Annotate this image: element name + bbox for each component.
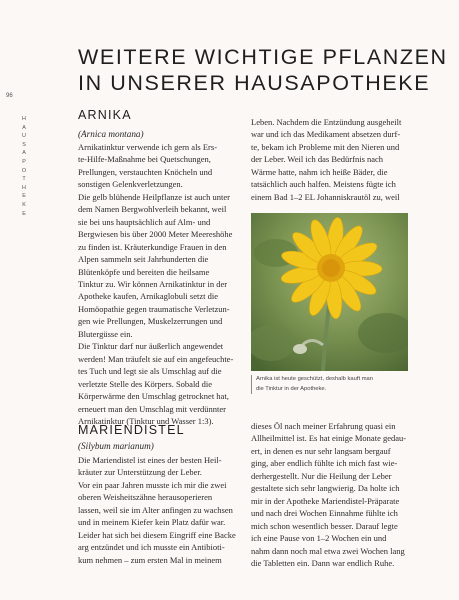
arnika-text-line: verletzte Stelle des Körpers. Sobald die [78,378,213,389]
section-heading-mariendistel: MARIENDISTEL [78,423,185,437]
right-bottom-text-line: die Tabletten ein. Dann war endlich Ruhe. [251,557,395,568]
running-head-letter: H [22,184,26,191]
right-bottom-text-line: Allheilmittel ist. Es hat einige Monate gedau- [251,433,407,444]
arnika-text-line: werden! Man träufelt sie auf ein angefeuchte- [78,353,234,364]
page-title [78,44,448,96]
latin-name-mariendistel: (Silybum marianum) [78,441,154,451]
right-top-text-line: te, bekam ich Probleme mit den Nieren und [251,141,400,152]
figure-caption-line-1: Arnika ist heute geschützt, deshalb kauft man [256,376,373,382]
right-bottom-text-line: nahm dann noch mal etwa zwei Wochen lang [251,545,405,556]
arnika-text-line: Die Tinktur darf nur äußerlich angewendet [78,341,224,352]
arnika-text-line: Prellungen, verstauchten Knöcheln und [78,166,213,177]
right-bottom-text-line: ich eine Pause von 1–2 Wochen ein und [251,533,387,544]
arnika-text-line: Apotheke kaufen, Arnikaglobuli setzt die [78,291,218,302]
arnika-text-line: sie bei uns hauptsächlich auf Alm- und [78,216,211,227]
mariendistel-text-line: lassen, weil sie im Alter anfingen zu wachsen [78,504,233,515]
page-title-line-1: WEITERE WICHTIGE PFLANZEN [78,45,448,69]
right-bottom-text-line: derhergestellt. Nur die Heilung der Leber [251,470,392,481]
right-bottom-text-line: ert, in denen es nur sehr langsam bergauf [251,445,391,456]
mariendistel-text-line: oberen Weisheitszähne herausoperieren [78,492,213,503]
running-head-letter: A [22,150,26,157]
right-top-text-line: war und ich das Medikament absetzen durf- [251,129,401,140]
arnika-text-line: Arnikatinktur verwende ich gern als Ers- [78,142,218,152]
right-top-text-line: Wärme hatte, nahm ich heiße Bäder, die [251,166,388,177]
page-title-line-2: IN UNSERER HAUSAPOTHEKE [78,71,431,95]
mariendistel-text-line: und in meinem Kiefer kein Platz dafür war. [78,517,226,528]
arnika-text-line: tes Tuch und legt sie als Umschlag auf die [78,366,222,377]
right-top-text-line: der Leber. Weil ich das Bedürfnis nach [251,154,384,165]
arnika-text-line: Bergwiesen bis über 2000 Meter Meereshöhe [78,229,233,240]
arnika-text-line: Blutergüsse ein. [78,328,133,339]
running-head-letter: O [21,167,27,174]
mariendistel-text-line: kräuter zur Unterstützung der Leber. [78,467,202,478]
right-bottom-text-line: dieses Öl nach meiner Erfahrung quasi ein [251,421,396,431]
arnika-text-line: Arnikatinktur (Tinktur und Wasser 1:3). [78,415,214,426]
arnika-text-line: te-Hilfe-Maßnahme bei Quetschungen, [78,154,211,165]
running-head-letter: T [22,176,26,183]
mariendistel-text-line: Leider hat sich bei diesem Eingriff eine Backe [78,529,236,540]
running-head [20,115,28,218]
arnika-text-line: sonstigen Gelenkverletzungen. [78,179,183,190]
running-head-letter: U [22,133,26,140]
right-bottom-text-line: und nach drei Wochen Einnahme fühlte ich [251,508,398,519]
arnika-text-line: zu finden ist. Kräuterkundige Frauen in den [78,241,227,252]
arnika-text-line: Tinktur zu. Wir können Arnikatinktur in der [78,278,228,289]
right-bottom-text-line: ging, aber endlich fühlte ich mich fast wie- [251,458,398,469]
running-head-letter: K [22,201,26,208]
arnika-body-text [78,141,244,427]
right-top-text-line: Leben. Nachdem die Entzündung ausgeheilt [251,117,402,127]
running-head-letter: E [22,210,26,217]
mariendistel-text-line: Die Mariendistel ist eines der besten Heil- [78,455,222,465]
right-bottom-text-line: mir in der Apotheke Mariendistel-Präparate [251,495,400,506]
running-head-letter: A [22,124,26,131]
running-head-letter: S [22,141,26,148]
arnika-text-line: Alpen sammeln seit Jahrhunderten die [78,254,209,265]
right-bottom-text-line: gestaltete sich sehr langwierig. Da holte ich [251,483,400,494]
arnika-text-line: gen wie Prellungen, Muskelzerrungen und [78,316,223,327]
arnika-text-line: Die gelb blühende Heilpflanze ist auch unter [78,191,230,202]
mariendistel-text-line: kum nehmen – zum ersten Mal in meinem [78,554,222,565]
right-top-text-line: einem Bad 1–2 EL Johanniskrautöl zu, weil [251,191,400,202]
running-head-letter: P [22,158,26,165]
latin-name-arnika: (Arnica montana) [78,129,144,139]
arnica-flower-image [251,213,408,371]
right-column-continuation-text [251,116,421,203]
arnika-text-line: Blütenköpfe und bereiten die heilsame [78,266,210,277]
arnika-text-line: erneuert man den Umschlag mit verdünnter [78,403,226,414]
mariendistel-text-line: Vor ein paar Jahren musste ich mir die zwei [78,479,227,490]
arnika-text-line: Körperwärme den Umschlag getrocknet hat, [78,391,229,402]
mariendistel-body-text [78,454,244,566]
right-top-text-line: tatsächlich auch halfen. Meistens fügte ich [251,179,396,190]
figure-caption [251,375,414,394]
arnika-text-line: dem Namen Bergwohlverleih bekannt, weil [78,204,227,215]
right-bottom-text-line: mich schon wesentlich besser. Darauf legte [251,520,398,531]
right-column-bottom-text [251,420,421,569]
section-heading-arnika: ARNIKA [78,108,132,122]
arnica-flower-photo [251,213,408,371]
figure-caption-line-2: die Tinktur in der Apotheke. [256,385,327,392]
page-number: 96 [6,93,13,99]
running-head-letter: H [22,116,26,122]
running-head-letter: E [22,193,26,200]
arnika-text-line: Homöopathie gegen traumatische Verletzun- [78,303,230,314]
mariendistel-text-line: arg entzündet und ich musste ein Antibioti- [78,542,225,553]
